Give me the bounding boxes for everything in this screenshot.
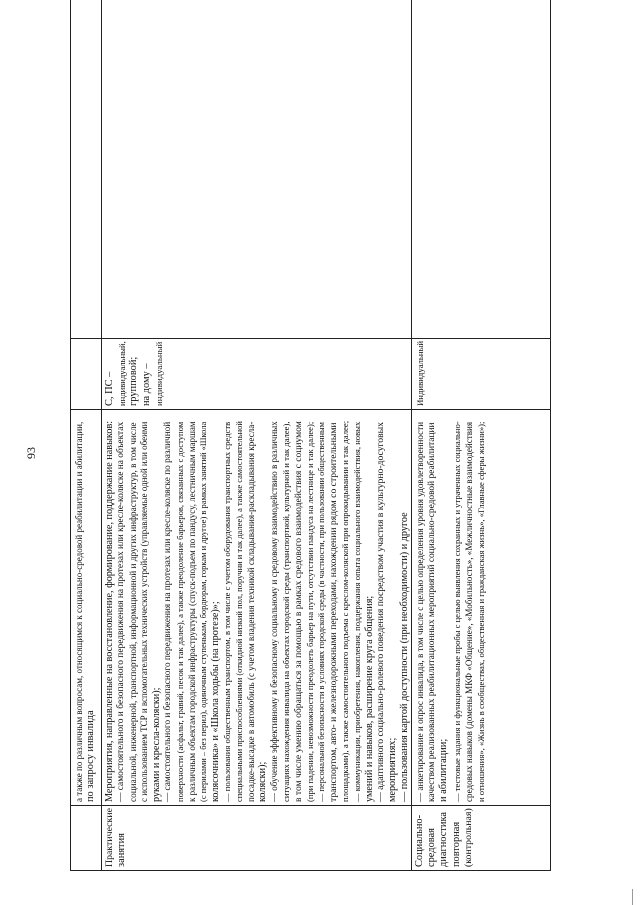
text-line: средовых навыков (домены МКФ «Общение», «Мобильность», «Межличностные взаимодействия xyxy=(463,421,474,802)
text-line: (с перилами – без перил), одиночным ступенькам, бордюрам, горкам и другое) в рамках занятий «Школа xyxy=(198,421,209,802)
table-border-top xyxy=(70,0,71,871)
service-name-line: занятия xyxy=(116,833,128,867)
text-line: — самостоятельного и безопасного передвижения на протезах или кресле-коляске на объектах xyxy=(115,421,126,802)
text-line: — пользования картой доступности (при необходимости) и другое xyxy=(398,512,410,802)
text-line: — анкетирование и опрос инвалида, в том числе с целью определения уровня удовлетворенности xyxy=(415,421,425,802)
table-border-left xyxy=(70,870,550,871)
text-line: мероприятиях; xyxy=(387,737,399,802)
text-line: по запросу инвалида xyxy=(85,710,97,802)
row-divider-1 xyxy=(101,0,102,871)
text-line: транспортом, авто- и железнодорожными переходами, нахождении рядом со строительными xyxy=(328,422,340,802)
row2-content-cell xyxy=(414,414,487,802)
text-line: поверхности (асфальт, гравий, песок и так далее), а также преодоление барьеров, связанных с доступом xyxy=(174,421,185,802)
service-name-line: средовая xyxy=(426,828,438,867)
form-line: С, ПС – xyxy=(104,371,115,406)
row0-content-cell xyxy=(73,414,97,802)
service-name-line: Социально- xyxy=(414,814,425,867)
column-divider-1 xyxy=(70,805,550,806)
service-name-line: диагностика xyxy=(438,812,450,867)
text-line: руками и кресла-коляски); xyxy=(151,687,163,802)
row2-name-cell xyxy=(414,807,475,867)
text-line: специальными приспособлениями (откидной низкий пол, поручни и так далее), а также самостоятельной xyxy=(233,421,244,802)
text-line: — тестовые задания и функциональные пробы с целью выявления сохранных и утраченных социально- xyxy=(451,421,462,802)
text-line: — обучение эффективному и безопасному социальному и средовому взаимодействию в различных xyxy=(269,421,280,802)
service-name-line: (контрольная) xyxy=(462,808,474,867)
text-line: в том числе умению обращаться за помощью в рамках средового взаимодействия с социумом xyxy=(292,421,304,802)
text-line: социальной, инженерной, транспортной, информационной и других инфраструктур, в том числе xyxy=(127,422,138,802)
row-divider-2 xyxy=(411,0,412,871)
text-line: а также по различным вопросам, относящимся к социально-средовой реабилитации и абилитации, xyxy=(74,421,84,802)
text-line: коляски); xyxy=(257,761,269,802)
row1-content-cell xyxy=(104,414,411,802)
scan-edge-mark xyxy=(632,889,633,905)
row1-form-cell xyxy=(104,340,165,406)
text-line: качеством реализованных реабилитационных мероприятий социально-средовой реабилитации xyxy=(427,422,438,802)
row1-name-cell xyxy=(104,807,128,867)
page-number: 93 xyxy=(24,447,38,459)
text-line: посадке-высадке в автомобиль (с учетом владения техникой складывания-раскладывания кресла- xyxy=(245,421,256,802)
text-line: — самостоятельного и безопасного передвижения на протезах или кресле-коляске по различной xyxy=(162,421,173,802)
text-line: Мероприятия, направленные на восстановление, формирование, поддержание навыков: xyxy=(104,420,115,802)
services-table xyxy=(70,0,550,871)
text-line: к различным объектам городской инфраструктуры (спуск-подъем по пандусу, лестничным маршам xyxy=(186,421,197,802)
column-divider-3 xyxy=(70,338,550,339)
text-line: с использованием ТСР и вспомогательных технических устройств (управляемые одной или обеими xyxy=(139,421,150,802)
text-line: — персональной безопасности в условиях городской среды (в частности, при пользовании общественным xyxy=(317,422,327,802)
text-line: площадками), а также самостоятельного подъема с креслом-коляской при опрокидывании и так далее; xyxy=(339,420,350,802)
text-line: и абилитации; xyxy=(438,738,450,802)
form-line: групповой; xyxy=(128,356,140,406)
service-name-line: повторная xyxy=(450,821,462,867)
text-line: (при падении, невозможности преодолеть барьер на пути, отсутствии пандуса на лестнице и так далее); xyxy=(304,421,315,802)
form-line: на дому – xyxy=(140,363,152,406)
text-line: — коммуникации, приобретения, накопления, поддержания опыта социального взаимодействия, новых xyxy=(351,421,362,802)
form-line: индивидуальный xyxy=(153,341,164,406)
text-line: и отношения», «Жизнь в сообществах, общественная и гражданская жизнь», «Главные сферы жизни»); xyxy=(476,421,487,802)
text-line: — адаптивного социально-ролевого поведения посредством участия в культурно-досуговых xyxy=(375,422,387,802)
service-name-line: Практические xyxy=(104,808,115,867)
column-divider-2 xyxy=(70,409,550,410)
text-line: умений и навыков, расширение круга общения; xyxy=(363,595,375,802)
text-line: ситуациях нахождения инвалида на объектах городской среды (транспортной, культурной и так далее), xyxy=(280,421,291,802)
form-line: индивидуальный, xyxy=(117,341,128,406)
row2-form-cell xyxy=(414,340,426,406)
form-line: Индивидуальный xyxy=(415,340,425,406)
text-line: колясочника» и «Школа ходьбы (на протезе)»; xyxy=(210,601,222,802)
table-border-bottom xyxy=(550,0,551,871)
text-line: — пользования общественным транспортом, в том числе с учетом оборудования транспортных средств xyxy=(221,421,232,802)
